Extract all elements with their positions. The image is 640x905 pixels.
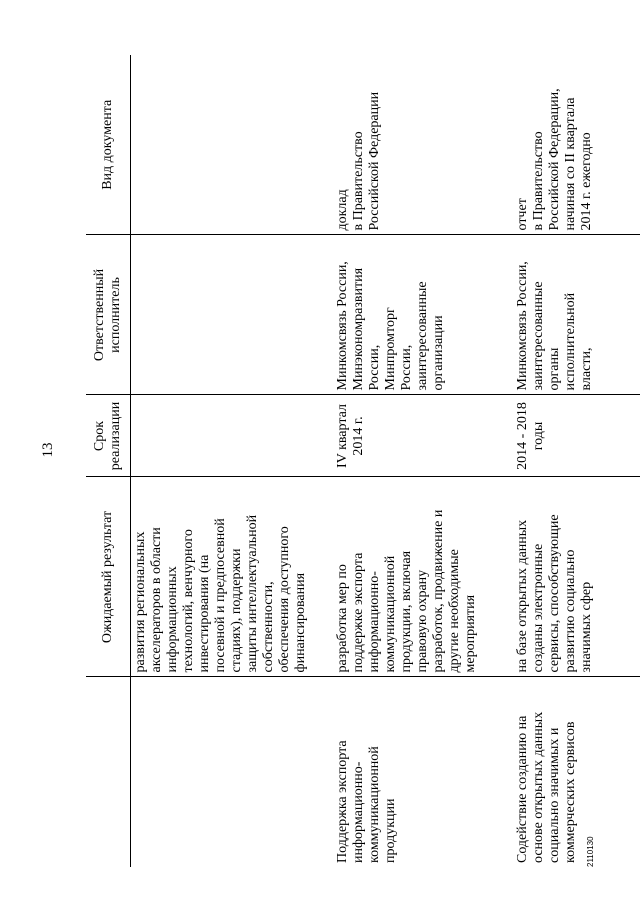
page-number: 13	[40, 442, 56, 458]
cell-document-type	[131, 55, 326, 235]
cell-responsible	[131, 235, 326, 395]
header-task	[86, 677, 131, 867]
table-row	[131, 55, 326, 867]
header-term: Срок реализации	[86, 395, 131, 477]
cell-task: Поддержка экспорта информационно- коммуникационной продукции	[335, 740, 398, 863]
header-responsible: Ответственный исполнитель	[86, 235, 131, 395]
cell-term: IV квартал 2014 г.	[325, 395, 515, 477]
cell-document-type: отчет в Правительство Российской Федерации, начиная со II квартала 2014 г. ежегодно	[515, 55, 640, 235]
cell-responsible: Минкомсвязь России, Минэкономразвития России, Минпромторг России, заинтересованные организации	[325, 235, 515, 395]
cell-expected-result: на базе открытых данных созданы электронные сервисы, способствующие развитию социально значимых сфер	[515, 477, 640, 677]
header-document-type: Вид документа	[86, 55, 131, 235]
cell-term	[131, 395, 326, 477]
cell-expected-result: разработка мер по поддержке экспорта информационно- коммуникационной продукции, включая правовую охрану разработок, продвижение и другие необходимые мероприятия	[325, 477, 515, 677]
document-code: 2110130	[586, 836, 595, 867]
table-row	[325, 55, 515, 867]
cell-document-type: доклад в Правительство Российской Федерации	[325, 55, 515, 235]
cell-task: Содействие созданию на основе открытых данных социально значимых и коммерческих сервисов	[515, 711, 578, 863]
cell-expected-result: развития региональных акселераторов в области информационных технологий, венчурного инвестирования (на посевной и предпосевной стадиях), поддержки защиты интеллектуальной собственности, обеспечения доступного финансирования	[131, 477, 326, 677]
table-row	[515, 55, 640, 867]
cell-task	[131, 677, 326, 867]
table-header-row	[86, 55, 131, 867]
cell-term: 2014 - 2018 годы	[515, 395, 640, 477]
plan-table	[86, 55, 640, 867]
header-expected-result: Ожидаемый результат	[86, 477, 131, 677]
cell-responsible: Минкомсвязь России, заинтересованные органы исполнительной власти,	[515, 235, 640, 395]
